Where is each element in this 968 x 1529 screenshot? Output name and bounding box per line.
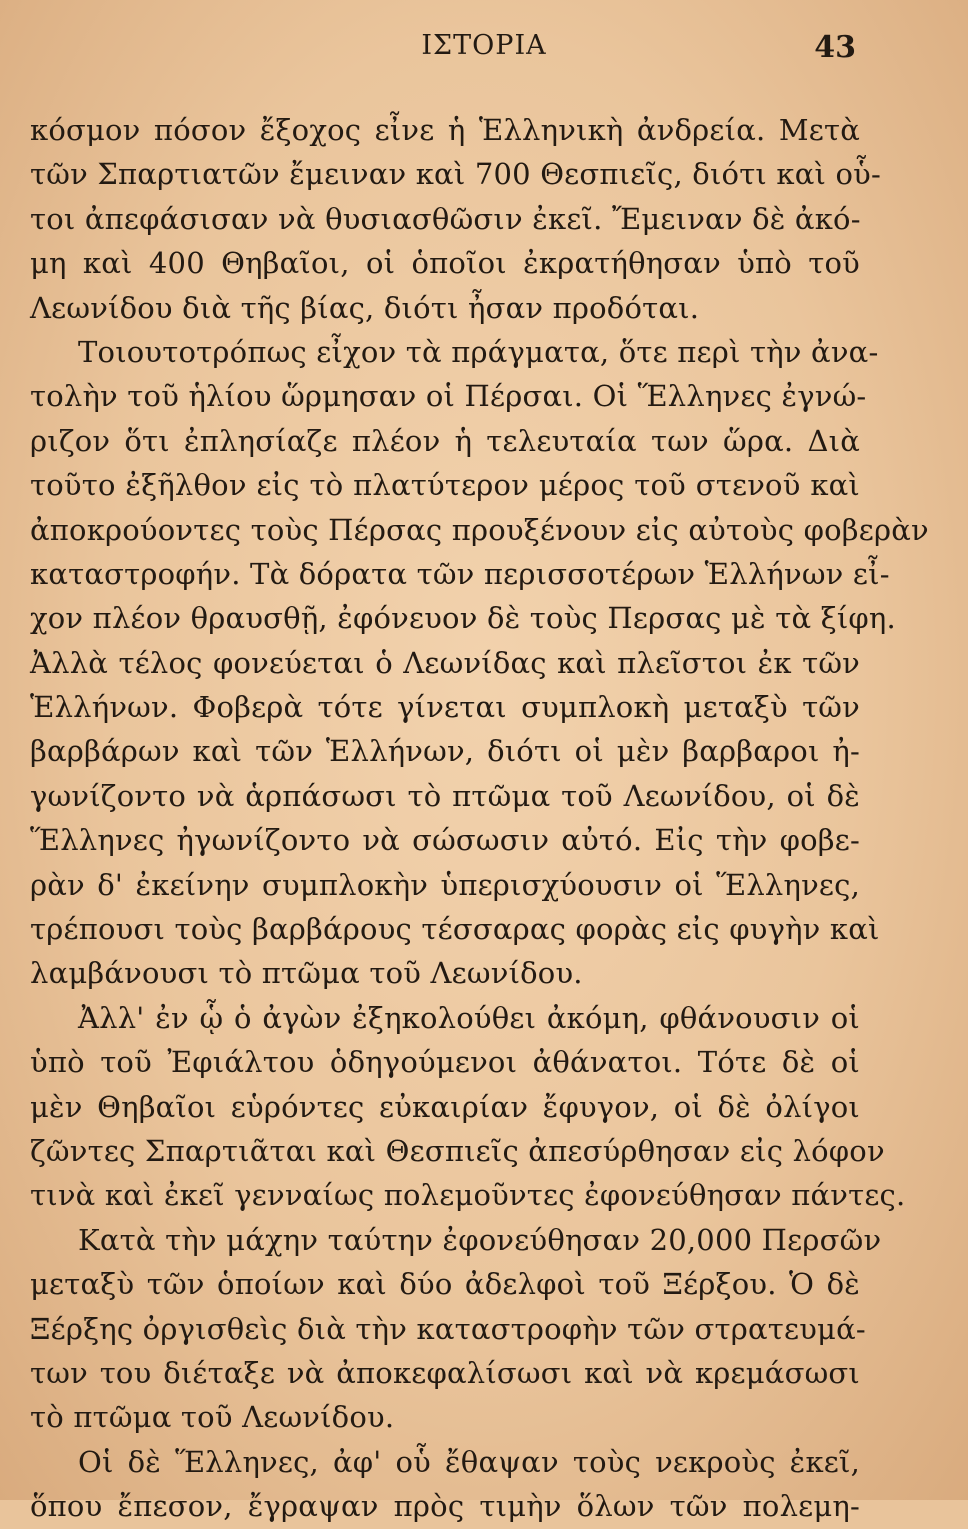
text-line: ὑπὸ τοῦ Ἐφιάλτου ὁδηγούμενοι ἀθάνατοι. Τότε δὲ οἱ [30, 1045, 860, 1080]
body-text [30, 108, 929, 1529]
text-line: ἀποκρούοντες τοὺς Πέρσας προυξένουν εἰς αὐτοὺς φοβερὰν [30, 512, 929, 547]
text-line: Ἕλληνες ἠγωνίζοντο νὰ σώσωσιν αὐτό. Εἰς τὴν φοβε- [30, 823, 860, 858]
text-line: τοι ἀπεφάσισαν νὰ θυσιασθῶσιν ἐκεῖ. Ἔμειναν δὲ ἀκό- [30, 201, 861, 236]
text-line: γωνίζοντο νὰ ἁρπάσωσι τὸ πτῶμα τοῦ Λεωνίδου, οἱ δὲ [30, 778, 860, 813]
text-line: των του διέταξε νὰ ἀποκεφαλίσωσι καὶ νὰ κρεμάσωσι [30, 1355, 860, 1390]
text-line: τολὴν τοῦ ἡλίου ὥρμησαν οἱ Πέρσαι. Οἱ Ἕλληνες ἐγνώ- [30, 379, 867, 414]
text-line: Οἱ δὲ Ἕλληνες, ἀφ' οὗ ἔθαψαν τοὺς νεκροὺς ἐκεῖ, [78, 1444, 860, 1479]
text-line: Ἀλλ' ἐν ᾧ ὁ ἀγὼν ἐξηκολούθει ἀκόμη, φθάνουσιν οἱ [78, 1000, 860, 1035]
page-header [0, 30, 968, 74]
text-line: ρὰν δ' ἐκείνην συμπλοκὴν ὑπερισχύουσιν οἱ Ἕλληνες, [30, 867, 860, 902]
text-line: ριζον ὅτι ἐπλησίαζε πλέον ἡ τελευταία των ὥρα. Διὰ [30, 423, 860, 458]
text-line: μὲν Θηβαῖοι εὑρόντες εὐκαιρίαν ἔφυγον, οἱ δὲ ὀλίγοι [30, 1089, 860, 1124]
text-line: τῶν Σπαρτιατῶν ἔμειναν καὶ 700 Θεσπιεῖς, διότι καὶ οὗ- [30, 157, 882, 192]
text-line: καταστροφήν. Τὰ δόρατα τῶν περισσοτέρων Ἑλλήνων εἶ- [30, 556, 890, 591]
running-title: ΙΣΤΟΡΙΑ [421, 30, 547, 61]
text-line: Τοιουτοτρόπως εἶχον τὰ πράγματα, ὅτε περὶ τὴν ἀνα- [78, 334, 879, 369]
text-line: τινὰ καὶ ἐκεῖ γενναίως πολεμοῦντες ἐφονεύθησαν πάντες. [30, 1178, 906, 1213]
text-line: Κατὰ τὴν μάχην ταύτην ἐφονεύθησαν 20,000 Περσῶν [78, 1222, 882, 1257]
text-line: μεταξὺ τῶν ὁποίων καὶ δύο ἀδελφοὶ τοῦ Ξέρξου. Ὁ δὲ [30, 1267, 860, 1302]
text-line: Λεωνίδου διὰ τῆς βίας, διότι ἦσαν προδόται. [30, 290, 700, 325]
text-line: λαμβάνουσι τὸ πτῶμα τοῦ Λεωνίδου. [30, 956, 583, 991]
text-line: χον πλέον θραυσθῇ, ἐφόνευον δὲ τοὺς Περσας μὲ τὰ ξίφη. [30, 601, 896, 636]
text-line: ζῶντες Σπαρτιᾶται καὶ Θεσπιεῖς ἀπεσύρθησαν εἰς λόφον [30, 1133, 885, 1168]
text-line: Ξέρξης ὀργισθεὶς διὰ τὴν καταστροφὴν τῶν στρατευμά- [30, 1311, 866, 1346]
text-line: Ἀλλὰ τέλος φονεύεται ὁ Λεωνίδας καὶ πλεῖστοι ἐκ τῶν [30, 645, 860, 680]
text-line: βαρβάρων καὶ τῶν Ἑλλήνων, διότι οἱ μὲν βαρβαροι ἠ- [30, 734, 860, 769]
page-number: 43 [814, 30, 856, 65]
text-line: κόσμον πόσον ἔξοχος εἶνε ἡ Ἑλληνικὴ ἀνδρεία. Μετὰ [30, 113, 860, 147]
text-line: τὸ πτῶμα τοῦ Λεωνίδου. [30, 1400, 395, 1435]
text-line: τοῦτο ἐξῆλθον εἰς τὸ πλατύτερον μέρος τοῦ στενοῦ καὶ [30, 468, 860, 503]
text-line: ὅπου ἔπεσον, ἔγραψαν πρὸς τιμὴν ὅλων τῶν πολεμη- [30, 1489, 860, 1524]
text-line: μη καὶ 400 Θηβαῖοι, οἱ ὁποῖοι ἐκρατήθησαν ὑπὸ τοῦ [30, 246, 860, 281]
text-line: Ἑλλήνων. Φοβερὰ τότε γίνεται συμπλοκὴ μεταξὺ τῶν [30, 690, 860, 725]
text-line: τρέπουσι τοὺς βαρβάρους τέσσαρας φορὰς εἰς φυγὴν καὶ [30, 912, 880, 947]
